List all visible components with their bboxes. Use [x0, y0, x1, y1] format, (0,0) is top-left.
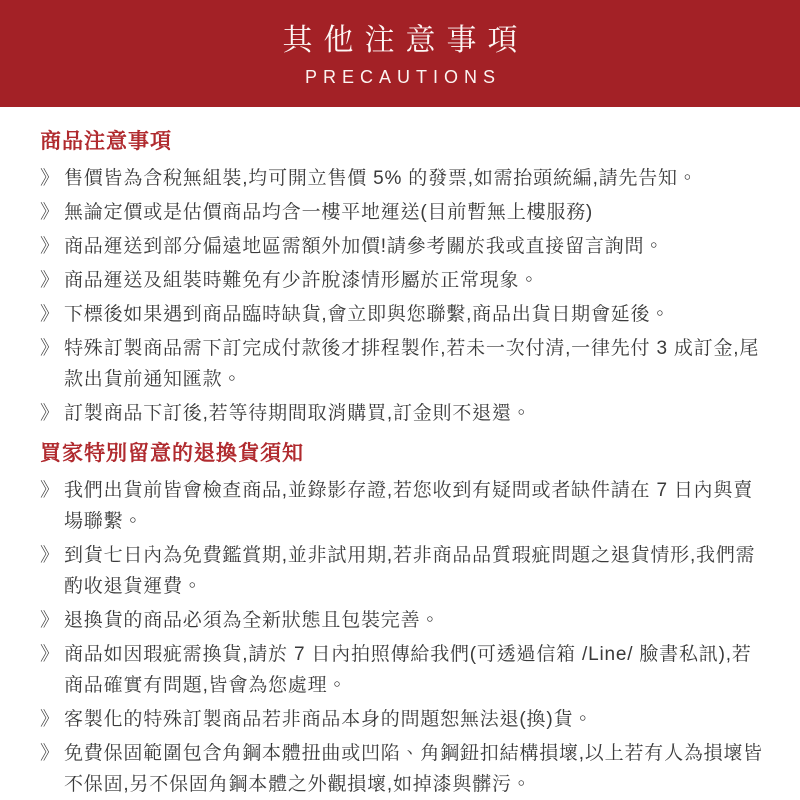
- item-text: 商品如因瑕疵需換貨,請於 7 日內拍照傳給我們(可透過信箱 /Line/ 臉書私訊),若商品確實有問題,皆會為您處理。: [64, 644, 752, 696]
- list-item: [40, 639, 768, 701]
- bullet-marker: 》: [40, 236, 60, 257]
- page-title: 其他注意事項: [282, 24, 529, 58]
- list-item: [40, 540, 768, 602]
- list-item: [40, 231, 768, 262]
- list-item: [40, 299, 768, 330]
- bullet-marker: 》: [40, 338, 60, 359]
- bullet-marker: 》: [40, 202, 60, 223]
- list-item: [40, 333, 768, 395]
- list-item: [40, 398, 768, 429]
- item-text: 無論定價或是估價商品均含一樓平地運送(目前暫無上樓服務): [64, 202, 594, 223]
- bullet-marker: 》: [40, 610, 60, 631]
- item-text: 退換貨的商品必須為全新狀態且包裝完善。: [64, 610, 441, 631]
- item-text: 下標後如果遇到商品臨時缺貨,會立即與您聯繫,商品出貨日期會延後。: [64, 304, 671, 325]
- list-item: [40, 605, 768, 636]
- bullet-marker: 》: [40, 304, 60, 325]
- returns-list: [40, 475, 768, 800]
- header-banner: [0, 0, 800, 107]
- bullet-marker: 》: [40, 644, 60, 665]
- bullet-marker: 》: [40, 709, 60, 730]
- bullet-marker: 》: [40, 270, 60, 291]
- list-item: [40, 475, 768, 537]
- bullet-marker: 》: [40, 480, 60, 501]
- bullet-marker: 》: [40, 743, 60, 764]
- list-item: [40, 197, 768, 228]
- list-item: [40, 738, 768, 800]
- item-text: 特殊訂製商品需下訂完成付款後才排程製作,若未一次付清,一律先付 3 成訂金,尾款出貨前通知匯款。: [64, 338, 760, 390]
- item-text: 到貨七日內為免費鑑賞期,並非試用期,若非商品品質瑕疵問題之退貨情形,我們需酌收退貨運費。: [64, 545, 756, 597]
- page-subtitle: PRECAUTIONS: [304, 67, 502, 88]
- bullet-marker: 》: [40, 168, 60, 189]
- bullet-marker: 》: [40, 403, 60, 424]
- item-text: 免費保固範圍包含角鋼本體扭曲或凹陷、角鋼鈕扣結構損壞,以上若有人為損壞皆不保固,另不保固角鋼本體之外觀損壞,如掉漆與髒污。: [64, 743, 764, 795]
- item-text: 我們出貨前皆會檢查商品,並錄影存證,若您收到有疑問或者缺件請在 7 日內與賣場聯繫。: [64, 480, 754, 532]
- product-notes-list: [40, 163, 768, 429]
- item-text: 商品運送及組裝時難免有少許脫漆情形屬於正常現象。: [64, 270, 540, 291]
- notice-content: [0, 107, 800, 800]
- item-text: 商品運送到部分偏遠地區需額外加價!請參考關於我或直接留言詢問。: [64, 236, 665, 257]
- item-text: 客製化的特殊訂製商品若非商品本身的問題恕無法退(換)貨。: [64, 709, 594, 730]
- section-heading-returns: 買家特別留意的退換貨須知: [40, 442, 304, 465]
- list-item: [40, 265, 768, 296]
- list-item: [40, 704, 768, 735]
- list-item: [40, 163, 768, 194]
- item-text: 售價皆為含稅無組裝,均可開立售價 5% 的發票,如需抬頭統編,請先告知。: [64, 168, 698, 189]
- item-text: 訂製商品下訂後,若等待期間取消購買,訂金則不退還。: [64, 403, 532, 424]
- bullet-marker: 》: [40, 545, 60, 566]
- section-heading-product-notes: 商品注意事項: [40, 130, 172, 153]
